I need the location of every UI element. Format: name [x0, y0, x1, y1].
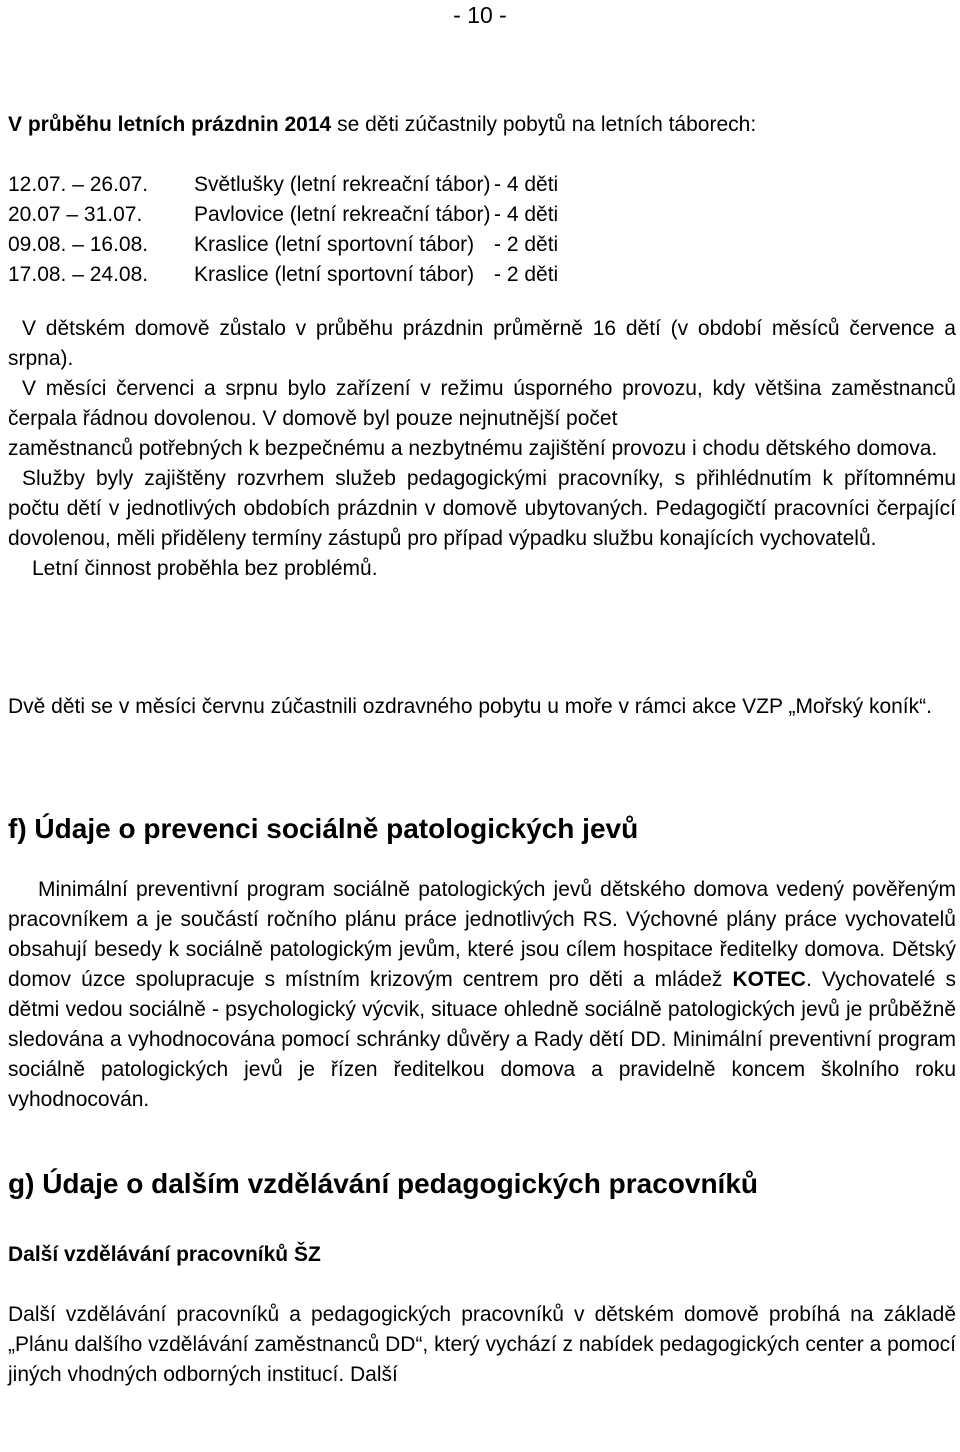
kotec-name: KOTEC [732, 968, 806, 991]
summer-staff-paragraph: zaměstnanců potřebných k bezpečnému a nezbytnému zajištění provozu i chodu dětského domova. [8, 437, 938, 460]
section-f-text-b: . Vychovatelé s dětmi vedou sociálně - psychologický výcvik, situace ohledně sociálně patologických jevů je průběžně sledována a vyhodnocována pomocí schránky důvěry a Rady dětí DD. Minimální preventivní program sociálně patologických jevů je řízen ředitelkou domova a pravidelně koncem školního roku vyhodnocován. [8, 968, 956, 1111]
page-number: - 10 - [453, 2, 507, 28]
section-g-heading: g) Údaje o dalším vzdělávání pedagogických pracovníků [8, 1168, 758, 1199]
section-g-paragraph: Další vzdělávání pracovníků a pedagogických pracovníků v dětském domově probíhá na základě „Plánu dalšího vzdělávání zaměstnanců DD“, který vychází z nabídek pedagogických center a pomocí jiných vhodných odborných institucí. Další [8, 1303, 956, 1386]
summer-services-paragraph: Služby byly zajištěny rozvrhem služeb pedagogickými pracovníky, s přihlédnutím k přítomnému počtu dětí v jednotlivých obdobích prázdnin v domově ubytovaných. Pedagogičtí pracovníci čerpající dovolenou, měli přiděleny termíny zástupů pro případ výpadku službu konajících vychovatelů. [8, 467, 956, 550]
section-g-subheading: Další vzdělávání pracovníků ŠZ [8, 1243, 321, 1266]
intro-rest: se děti zúčastnily pobytů na letních táborech: [331, 113, 757, 136]
camp-place: Pavlovice (letní rekreační tábor) [194, 203, 491, 226]
camp-dates: 09.08. – 16.08. [8, 233, 149, 256]
camp-row [8, 230, 558, 260]
camp-row [8, 170, 558, 200]
camp-dates: 20.07 – 31.07. [8, 203, 143, 226]
camp-count: - 4 děti [494, 173, 559, 196]
summer-stay-paragraph: V dětském domově zůstalo v průběhu prázdnin průměrně 16 dětí (v období měsíců července a srpna). [8, 317, 956, 370]
summer-operation-paragraph: V měsíci červenci a srpnu bylo zařízení v režimu úsporného provozu, kdy většina zaměstnanců čerpala řádnou dovolenou. V domově byl pouze nejnutnější počet [8, 377, 956, 430]
section-f-heading: f) Údaje o prevenci sociálně patologických jevů [8, 813, 639, 844]
camp-list [8, 170, 558, 290]
camp-row [8, 200, 558, 230]
camp-count: - 4 děti [494, 203, 559, 226]
camp-place: Kraslice (letní sportovní tábor) [194, 233, 475, 256]
camp-count: - 2 děti [494, 263, 559, 286]
intro-bold: V průběhu letních prázdnin 2014 [8, 113, 332, 136]
camp-dates: 17.08. – 24.08. [8, 263, 149, 286]
summer-stay-block [8, 314, 956, 584]
section-f-text-a: Minimální preventivní program sociálně patologických jevů dětského domova vedený pověřeným pracovníkem a je součástí ročního plánu práce jednotlivých RS. Výchovné plány práce vychovatelů obsahují besedy k sociálně patologickým jevům, které jsou cílem hospitace ředitelky domova. Dětský domov úzce spolupracuje s místním krizovým centrem pro děti a mládež [8, 878, 956, 991]
camp-row [8, 260, 558, 290]
camp-place: Kraslice (letní sportovní tábor) [194, 263, 475, 286]
section-f-paragraph [8, 875, 956, 1115]
summer-camps-intro [8, 113, 756, 137]
summer-result-paragraph: Letní činnost proběhla bez problémů. [32, 557, 378, 580]
camp-place: Světlušky (letní rekreační tábor) [194, 173, 491, 196]
sea-stay-paragraph: Dvě děti se v měsíci červnu zúčastnili ozdravného pobytu u moře v rámci akce VZP „Mořský koník“. [8, 695, 932, 718]
camp-dates: 12.07. – 26.07. [8, 173, 149, 196]
camp-count: - 2 děti [494, 233, 559, 256]
